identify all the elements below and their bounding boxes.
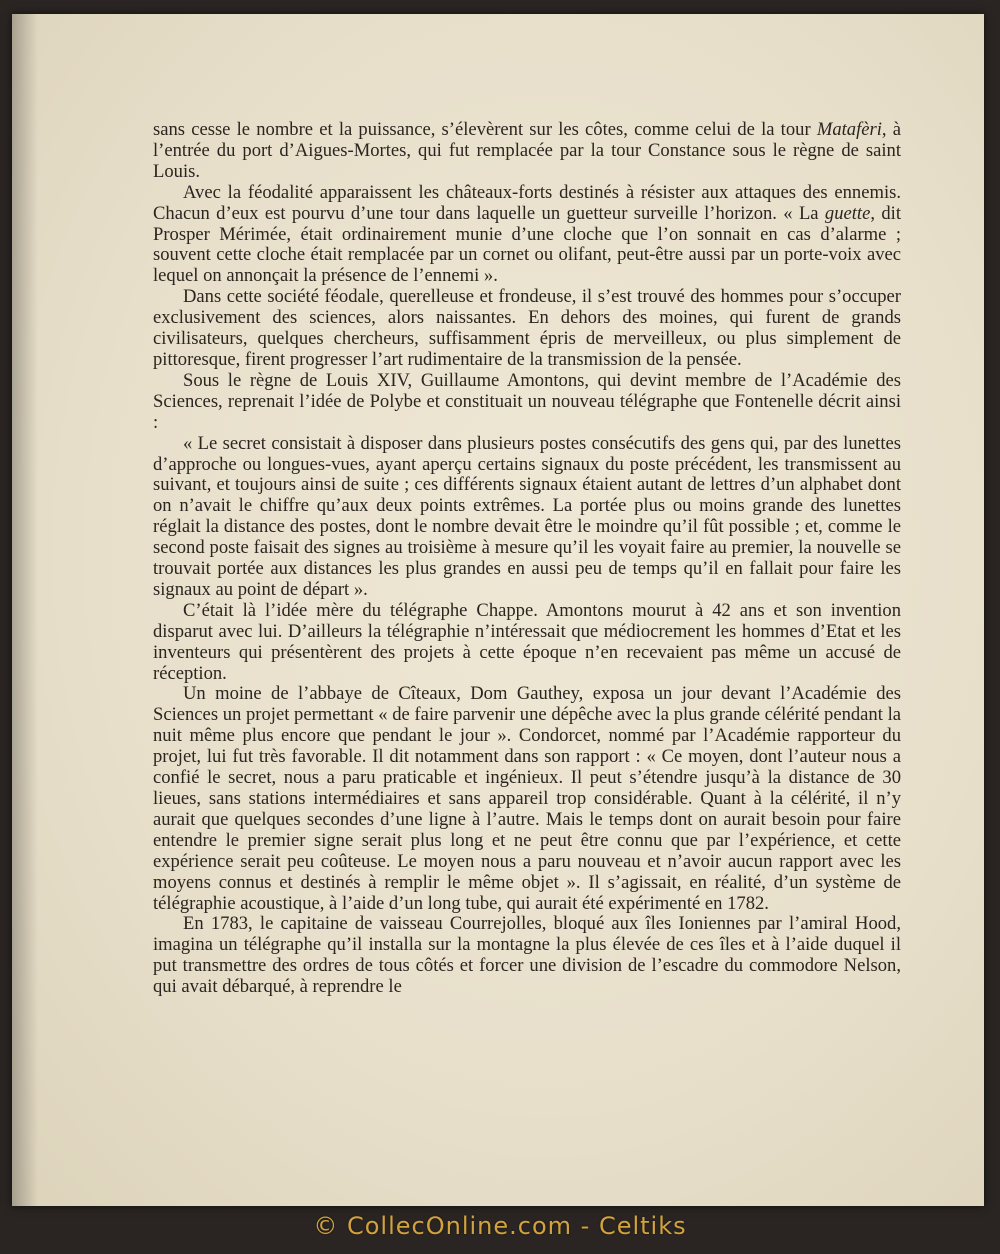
text-run-italic: guette	[824, 202, 871, 224]
text-run: Sous le règne de Louis XIV, Guillaume Amontons, qui devint membre de l’Académie des Sciences, reprenait l’idée de Polybe et constituait un nouveau télégraphe que Fontenelle décrit ainsi :	[153, 369, 901, 433]
text-run: C’était là l’idée mère du télégraphe Chappe. Amontons mourut à 42 ans et son invention disparut avec lui. D’ailleurs la télégraphie n’intéressait que médiocrement les hommes d’Etat et les inventeurs qui présentèrent des projets à cette époque n’en recevaient pas même un accusé de réception.	[153, 599, 901, 684]
text-run: Un moine de l’abbaye de Cîteaux, Dom Gauthey, exposa un jour devant l’Académie des Sciences un projet permettant « de faire parvenir une dépêche avec la plus grande célérité pendant la nuit même plus encore que pendant le jour ». Condorcet, nommé par l’Académie rapporteur du projet, lui fut très favorable. Il dit notamment dans son rapport : « Ce moyen, dont l’auteur nous a confié le secret, nous a paru praticable et ingénieux. Il peut s’étendre jusqu’à la distance de 30 lieues, sans stations intermédiaires et sans appareil trop considérable. Quant à la célérité, il n’y aurait que quelques secondes d’une ligne à l’autre. Mais le temps dont on aurait besoin pour faire entendre le premier signe serait plus long et ne peut être connu que par l’expérience, et cette expérience serait peu coûteuse. Le moyen nous a paru nouveau et n’avoir aucun rapport avec les moyens connus et destinés à remplir le même objet ». Il s’agissait, en réalité, d’un système de télégraphie acoustique, à l’aide d’un long tube, qui aurait été expérimenté en 1782.	[153, 683, 901, 914]
paragraph-6	[153, 601, 901, 685]
quote-fontenelle	[153, 434, 901, 601]
paragraph-1	[153, 120, 901, 183]
text-run: Avec la féodalité apparaissent les châteaux-forts destinés à résister aux attaques des ennemis. Chacun d’eux est pourvu d’une tour dans laquelle un guetteur surveille l’horizon. « La	[153, 181, 901, 224]
text-run: , à l’entrée du port d’Aigues-Mortes, qui fut remplacée par la tour Constance sous le règne de saint Louis.	[153, 119, 901, 182]
text-run: « Le secret consistait à disposer dans plusieurs postes consécutifs des gens qui, par des lunettes d’approche ou longues-vues, ayant aperçu certains signaux du poste précédent, les transmissent au suivant, et toujours ainsi de suite ; ces différents signaux étaient autant de lettres d’un alphabet dont on n’avait le chiffre qu’aux deux points extrêmes. La portée plus ou moins grande des lunettes réglait la distance des postes, dont le nombre devait être le moindre qu’il fût possible ; et, comme le second poste faisait des signes au troisième à mesure qu’il les voyait faire au premier, la nouvelle se trouvait portée aux distances les plus grandes en aussi peu de temps qu’il en fallait pour faire les signaux au point de départ ».	[153, 432, 901, 600]
paragraph-2	[153, 183, 901, 288]
paragraph-8	[153, 914, 901, 998]
paragraph-3	[153, 287, 901, 371]
text-run: sans cesse le nombre et la puissance, s’élevèrent sur les côtes, comme celui de la tour	[153, 119, 817, 140]
watermark: © CollecOnline.com - Celtiks	[313, 1212, 687, 1240]
text-run: Dans cette société féodale, querelleuse et frondeuse, il s’est trouvé des hommes pour s’occuper exclusivement des sciences, alors naissantes. En dehors des moines, qui furent de grands civilisateurs, quelques chercheurs, suffisamment épris de merveilleux, ou plus simplement de pittoresque, firent progresser l’art rudimentaire de la transmission de la pensée.	[153, 286, 901, 370]
text-run-italic: Matafèri	[816, 119, 882, 140]
paragraph-7	[153, 684, 901, 914]
body-text	[153, 120, 901, 998]
text-run: En 1783, le capitaine de vaisseau Courrejolles, bloqué aux îles Ioniennes par l’amiral Hood, imagina un télégraphe qu’il installa sur la montagne la plus élevée de ces îles et à l’aide duquel il put transmettre des ordres de tous côtés et forcer une division de l’escadre du commodore Nelson, qui avait débarqué, à reprendre le	[153, 913, 901, 998]
page-gutter-shadow	[12, 14, 38, 1206]
paragraph-4	[153, 371, 901, 434]
text-run: , dit Prosper Mérimée, était ordinairement munie d’une cloche que l’on sonnait en cas d’alarme ; souvent cette cloche était remplacée par un cornet ou olifant, peut-être aussi par un porte-voix avec lequel on annonçait la présence de l’ennemi ».	[153, 202, 901, 287]
